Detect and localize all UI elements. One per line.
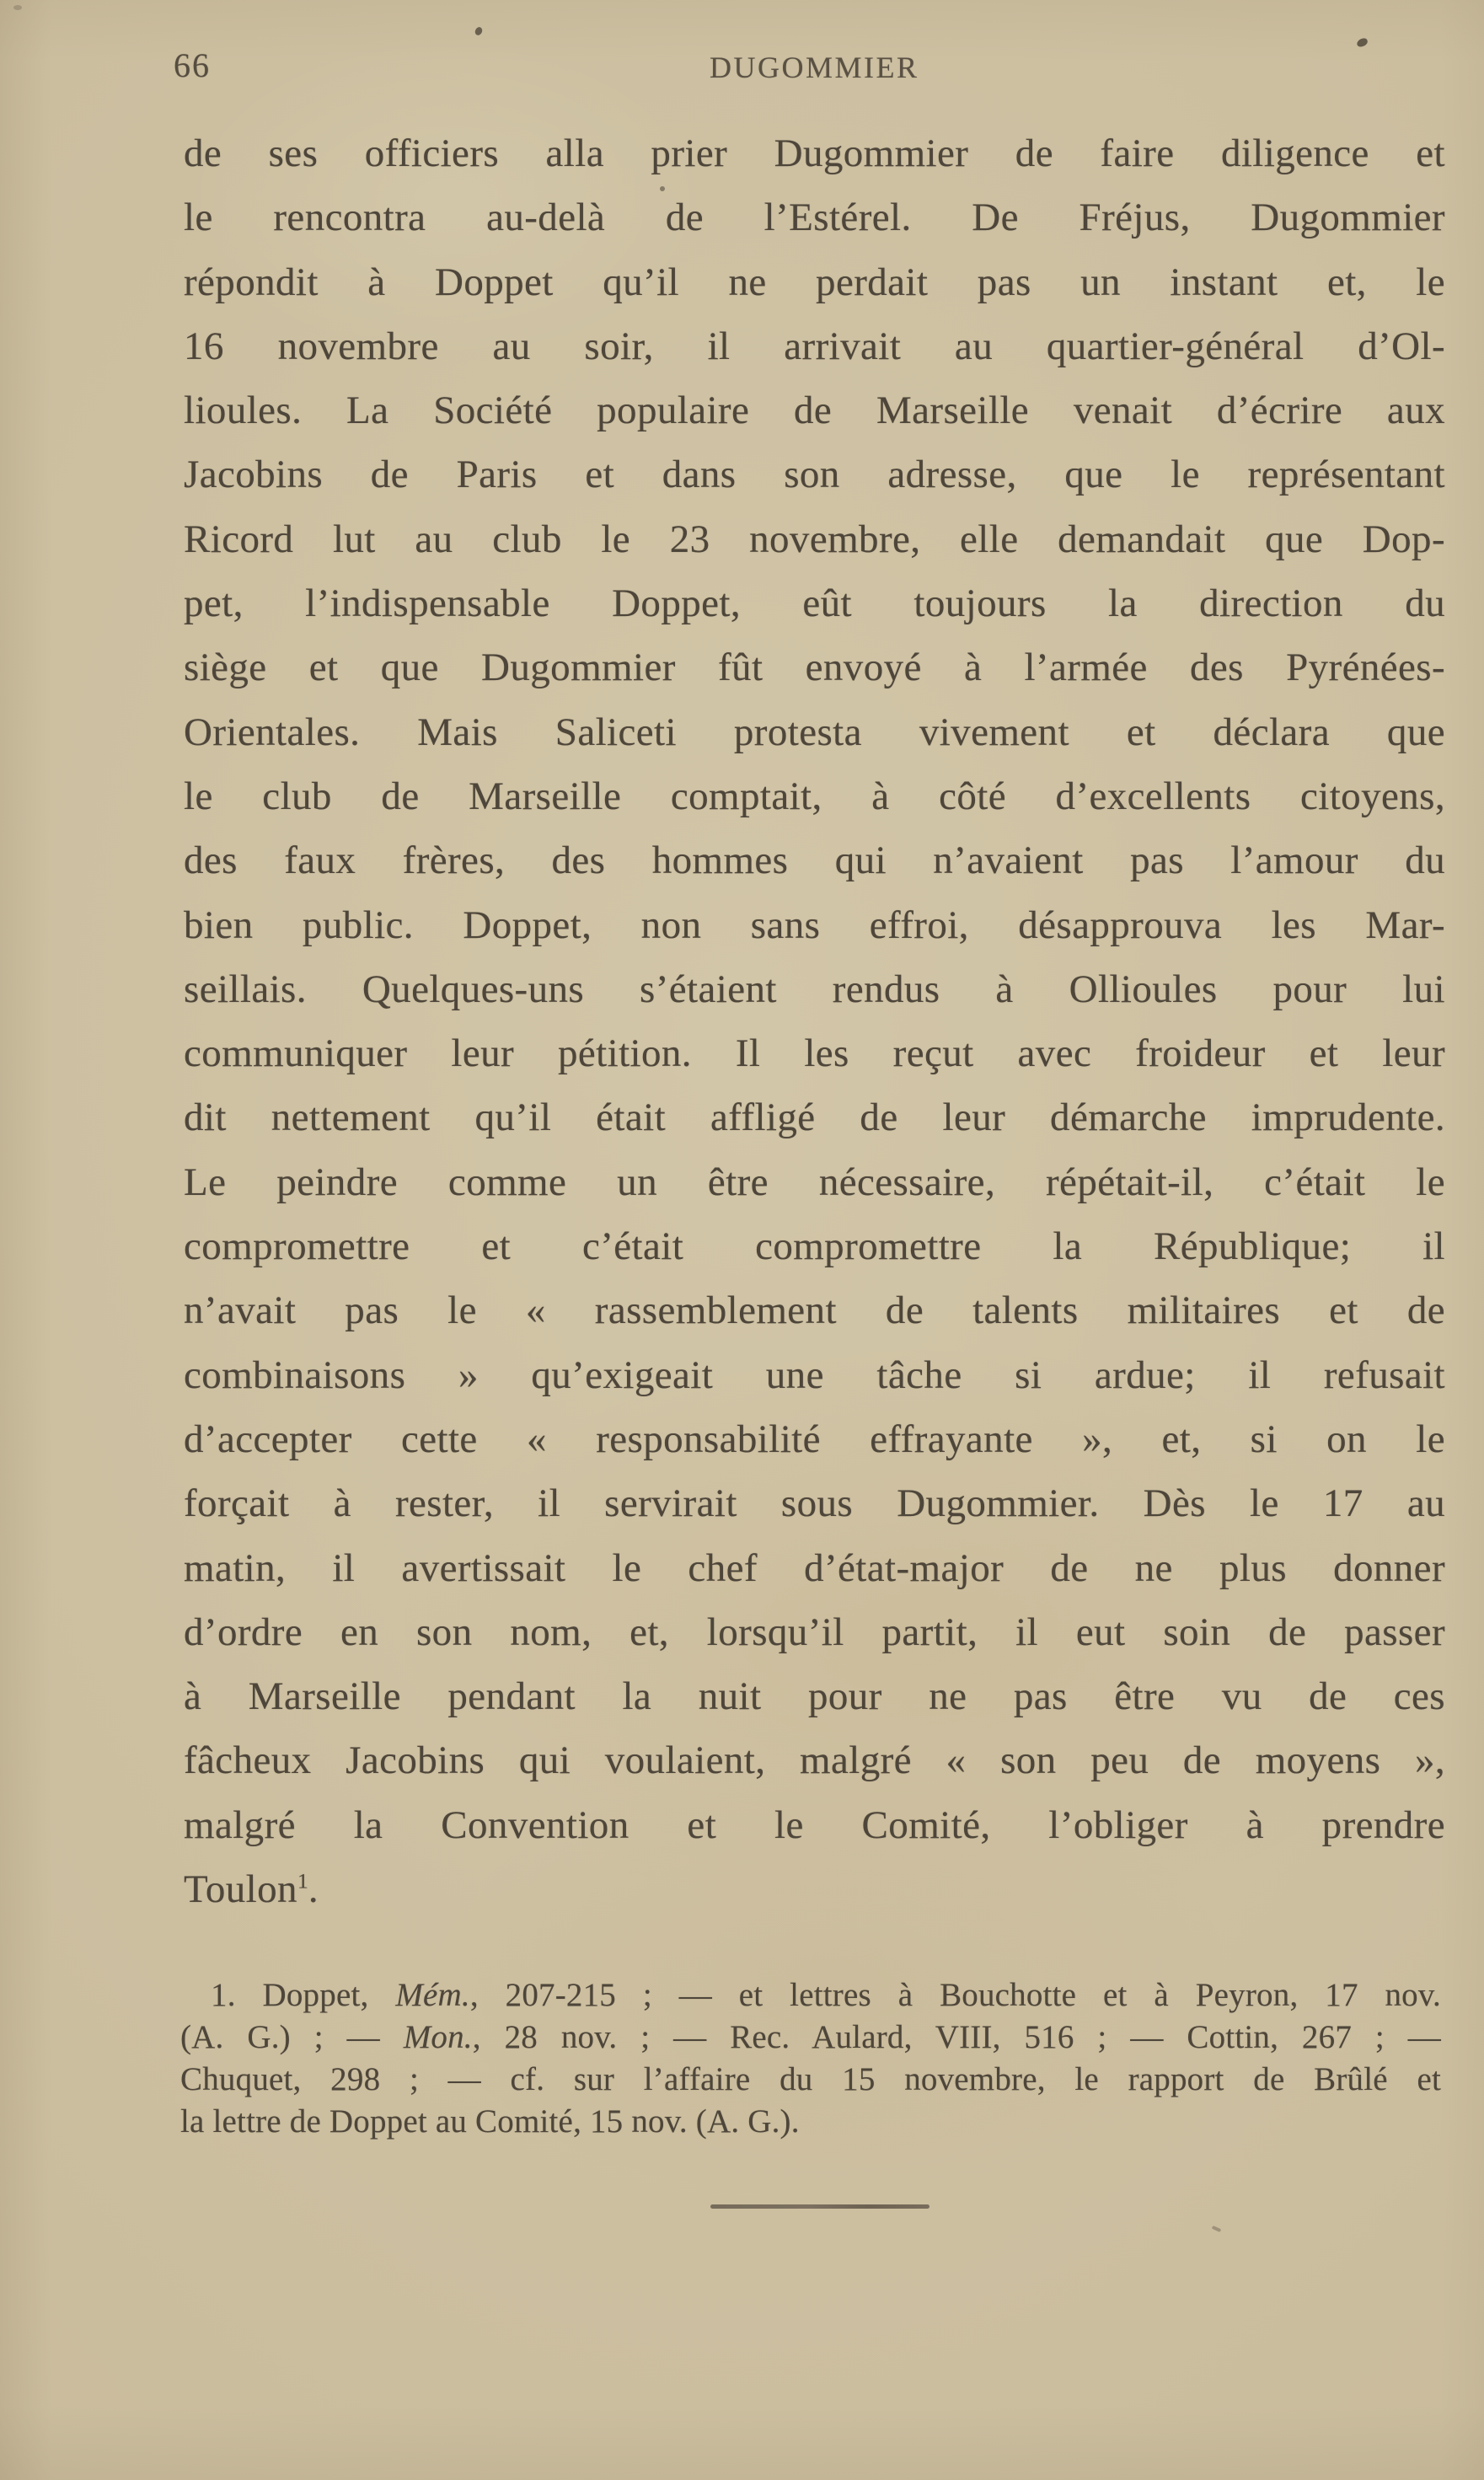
body-line: malgré la Convention et le Comité, l’obliger à prendre — [184, 1802, 1445, 1847]
footnote-line — [180, 1974, 1441, 2017]
footnote-italic-segment: Mon. — [403, 2019, 473, 2055]
running-title: DUGOMMIER — [710, 51, 919, 84]
body-line-last-text: Toulon — [184, 1867, 297, 1912]
body-line: fâcheux Jacobins qui voulaient, malgré « son peu de moyens », — [184, 1738, 1445, 1783]
body-line: le rencontra au-delà de l’Estérel. De Fréjus, Dugommier — [184, 196, 1445, 240]
body-line: Jacobins de Paris et dans son adresse, que le représentant — [184, 453, 1445, 497]
body-line: communiquer leur pétition. Il les reçut avec froideur et leur — [184, 1031, 1445, 1076]
footnote-text-segment: 1. Doppet, — [211, 1977, 396, 2013]
body-line: siège et que Dugommier fût envoyé à l’armée des Pyrénées- — [184, 645, 1445, 690]
footnote — [180, 1974, 1441, 2143]
body-line: combinaisons » qu’exigeait une tâche si ardue; il refusait — [184, 1352, 1445, 1397]
footnote-text-segment: Chuquet, 298 ; — cf. sur l’affaire du 15 novembre, le rapport de Brûlé et — [180, 2061, 1441, 2097]
body-line: dit nettement qu’il était affligé de leur démarche imprudente. — [184, 1095, 1445, 1140]
body-line: à Marseille pendant la nuit pour ne pas être vu de ces — [184, 1674, 1445, 1719]
body-line: pet, l’indispensable Doppet, eût toujours la direction du — [184, 581, 1445, 626]
footnote-text-segment: la lettre de Doppet au Comité, 15 nov. (A. G.). — [180, 2103, 800, 2140]
ink-speck — [1212, 2226, 1222, 2232]
body-line: Orientales. Mais Saliceti protesta vivement et déclara que — [184, 710, 1445, 754]
footnote-reference: 1 — [297, 1868, 308, 1893]
ink-speck — [13, 5, 22, 10]
body-line: d’accepter cette « responsabilité effrayante », et, si on le — [184, 1417, 1445, 1461]
footnote-text-segment: , 207-215 ; — et lettres à Bouchotte et à Peyron, 17 nov. — [469, 1977, 1442, 2013]
body-line: des faux frères, des hommes qui n’avaient pas l’amour du — [184, 838, 1445, 883]
body-line: 16 novembre au soir, il arrivait au quartier-général d’Ol- — [184, 324, 1445, 368]
body-line: le club de Marseille comptait, à côté d’excellents citoyens, — [184, 774, 1445, 818]
body-line: d’ordre en son nom, et, lorsqu’il partit, il eut soin de passer — [184, 1610, 1445, 1654]
body-line: de ses officiers alla prier Dugommier de faire diligence et — [184, 131, 1445, 175]
footnote-line — [180, 2017, 1441, 2059]
footnote-line — [180, 2101, 1441, 2143]
body-line: répondit à Doppet qu’il ne perdait pas un instant et, le — [184, 260, 1445, 304]
footnote-text-segment: , 28 nov. ; — Rec. Aulard, VIII, 516 ; — Cottin, 267 ; — — [472, 2019, 1441, 2055]
body-line: lioules. La Société populaire de Marseille venait d’écrire aux — [184, 388, 1445, 433]
footnote-line — [180, 2059, 1441, 2101]
body-line: compromettre et c’était compromettre la République; il — [184, 1224, 1445, 1269]
body-line: matin, il avertissait le chef d’état-major de ne plus donner — [184, 1545, 1445, 1590]
body-line-last: Toulon$^1$. — [184, 1867, 319, 1912]
end-of-chapter-rule — [710, 2204, 930, 2209]
body-line: Ricord lut au club le 23 novembre, elle demandait que Dop- — [184, 517, 1445, 561]
body-text — [184, 121, 1445, 1921]
body-line: Le peindre comme un être nécessaire, répétait-il, c’était le — [184, 1160, 1445, 1204]
footnote-italic-segment: Mém. — [395, 1977, 470, 2013]
body-line: seillais. Quelques-uns s’étaient rendus à Ollioules pour lui — [184, 967, 1445, 1011]
running-head — [0, 0, 1484, 110]
body-line: n’avait pas le « rassemblement de talents militaires et de — [184, 1288, 1445, 1333]
body-line: bien public. Doppet, non sans effroi, désapprouva les Mar- — [184, 903, 1445, 947]
body-line: forçait à rester, il servirait sous Dugommier. Dès le 17 au — [184, 1481, 1445, 1526]
page-number: 66 — [174, 46, 211, 84]
footnote-text-segment: (A. G.) ; — — [180, 2019, 404, 2055]
ink-speck — [660, 186, 665, 191]
